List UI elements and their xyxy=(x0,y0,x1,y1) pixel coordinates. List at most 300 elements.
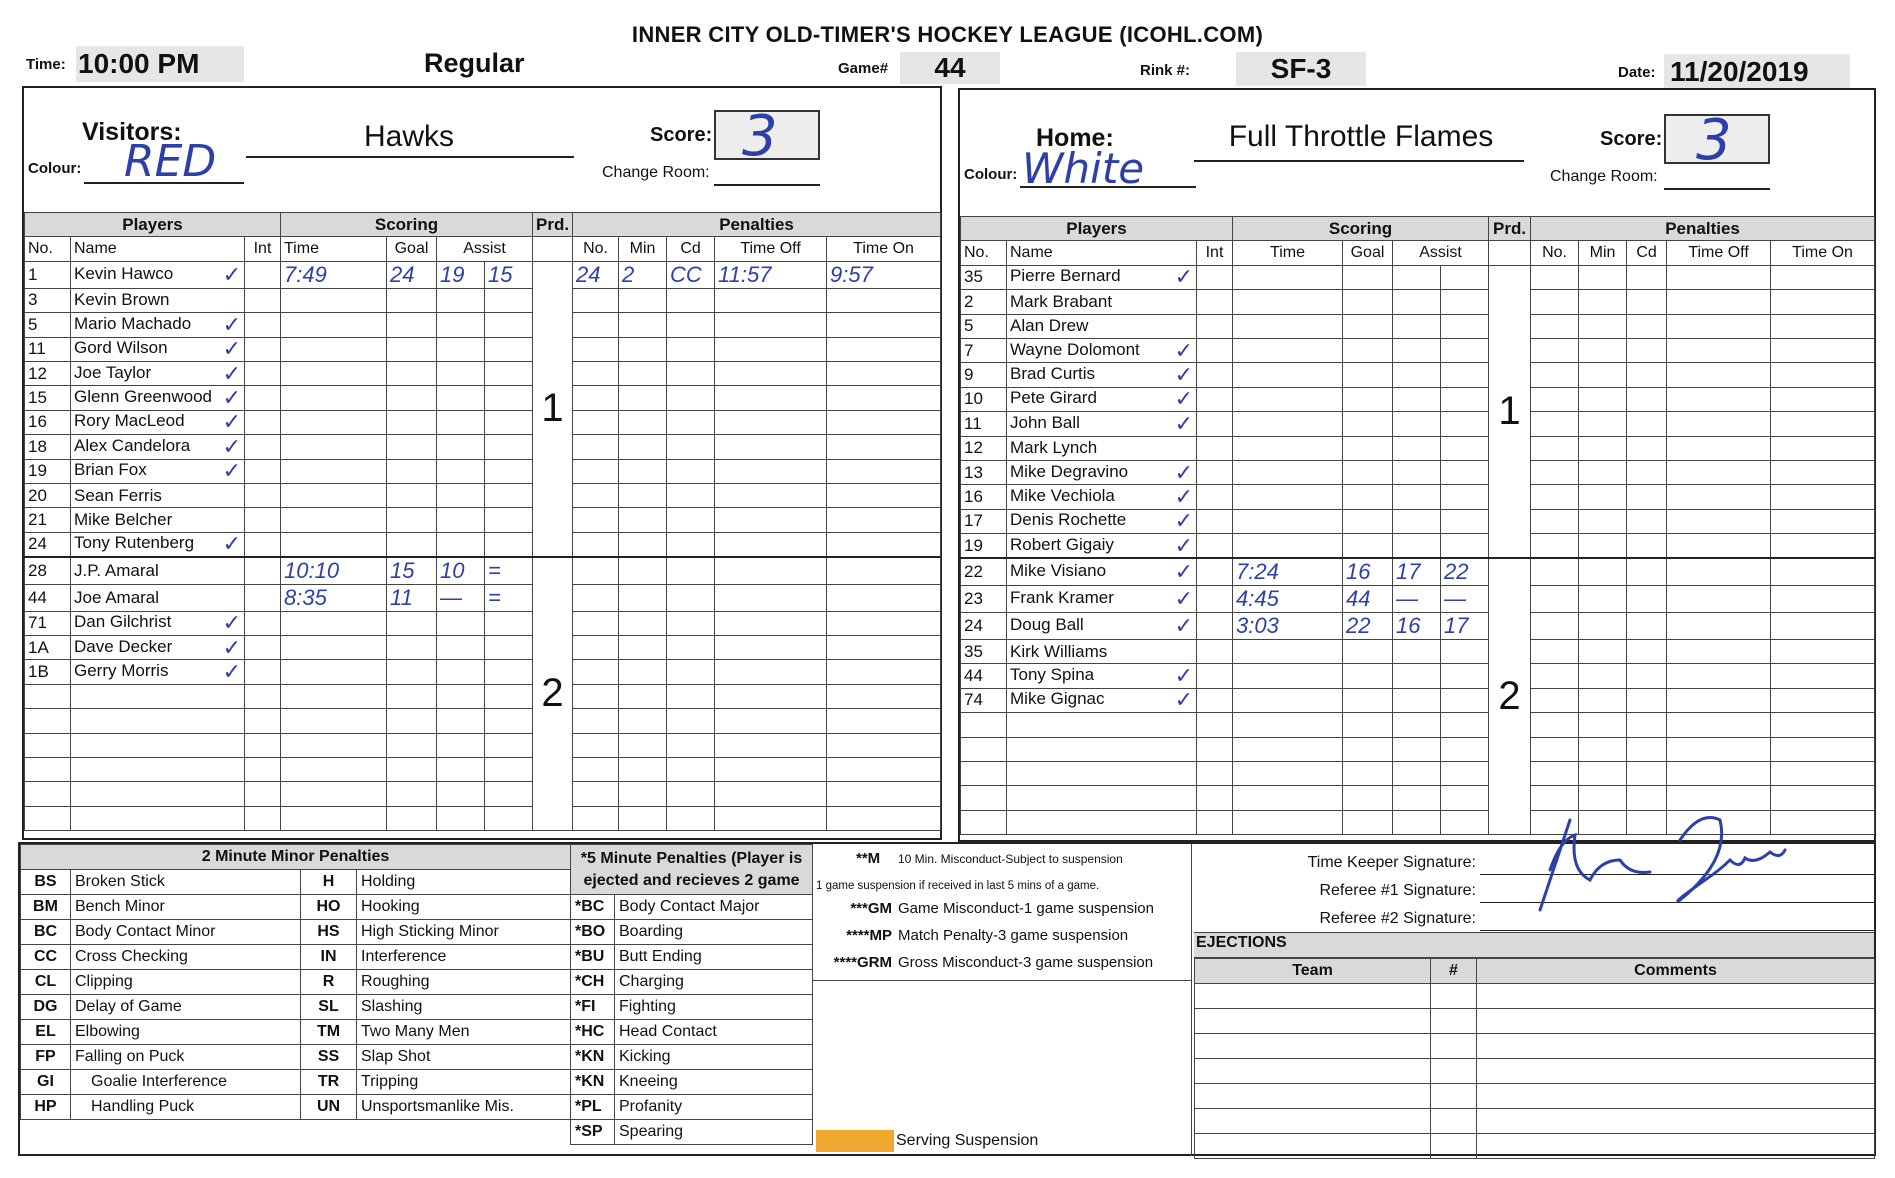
penalty-code xyxy=(1627,363,1667,387)
player-int xyxy=(245,733,281,757)
table-row xyxy=(961,314,1875,338)
player-number xyxy=(25,684,71,708)
scoring-goal xyxy=(1343,639,1393,663)
player-number: 5 xyxy=(25,313,71,337)
game-number: 44 xyxy=(900,52,1000,84)
col-time: Time xyxy=(1233,241,1343,265)
penalty-code: UN xyxy=(301,1095,357,1120)
penalty-time-off xyxy=(715,386,827,410)
scoring-time xyxy=(281,459,387,483)
scoring-time xyxy=(281,386,387,410)
scoring-assist-1 xyxy=(437,337,485,361)
table-row xyxy=(25,635,941,659)
penalty-number xyxy=(1531,585,1579,612)
scoring-time xyxy=(281,435,387,459)
player-name: Rory MacLeod ✓ xyxy=(71,410,245,434)
check-mark-icon: ✓ xyxy=(1174,688,1193,713)
scoring-time xyxy=(1233,713,1343,737)
player-int xyxy=(1197,509,1233,533)
date-label: Date: xyxy=(1618,64,1656,81)
penalty-time-on xyxy=(827,635,941,659)
scoring-goal xyxy=(1343,688,1393,712)
penalty-code xyxy=(667,611,715,635)
scoring-assist-2: 22 xyxy=(1441,558,1489,586)
scoring-time xyxy=(281,782,387,806)
penalty-time-off xyxy=(715,635,827,659)
player-int xyxy=(1197,290,1233,314)
player-int xyxy=(245,483,281,507)
table-row xyxy=(21,995,571,1020)
player-name: Frank Kramer ✓ xyxy=(1007,585,1197,612)
player-int xyxy=(245,508,281,532)
penalty-code: R xyxy=(301,970,357,995)
scoring-assist-2 xyxy=(485,459,533,483)
penalty-name: Broken Stick xyxy=(71,870,301,895)
scoring-assist-1 xyxy=(437,709,485,733)
penalty-code xyxy=(1627,713,1667,737)
scoring-assist-2 xyxy=(1441,436,1489,460)
col-pen-no: No. xyxy=(1531,241,1579,265)
ejections-table xyxy=(1194,958,1875,1159)
penalty-code: BC xyxy=(21,920,71,945)
penalty-number xyxy=(573,611,619,635)
ejection-team xyxy=(1195,1109,1431,1134)
penalty-time-off xyxy=(715,557,827,585)
ejection-team xyxy=(1195,1034,1431,1059)
scoring-goal xyxy=(387,435,437,459)
penalty-name: Body Contact Minor xyxy=(71,920,301,945)
penalty-time-on xyxy=(1771,412,1875,436)
table-row xyxy=(1195,1009,1875,1034)
player-int xyxy=(245,261,281,288)
penalty-code: FP xyxy=(21,1045,71,1070)
time-field xyxy=(26,56,66,74)
scoring-assist-1 xyxy=(1393,290,1441,314)
player-number: 11 xyxy=(25,337,71,361)
scoring-assist-1 xyxy=(437,660,485,684)
scoring-assist-2 xyxy=(485,386,533,410)
penalty-time-off xyxy=(715,508,827,532)
penalty-time-on xyxy=(1771,460,1875,484)
penalty-minutes xyxy=(1579,688,1627,712)
player-name xyxy=(71,733,245,757)
table-row xyxy=(1195,1134,1875,1159)
scoring-assist-1 xyxy=(1393,688,1441,712)
penalty-time-off xyxy=(1667,639,1771,663)
player-int xyxy=(245,410,281,434)
table-row xyxy=(25,532,941,556)
penalty-time-off xyxy=(1667,761,1771,785)
penalty-minutes xyxy=(1579,338,1627,362)
penalty-code xyxy=(667,483,715,507)
penalty-name: Butt Ending xyxy=(615,945,813,970)
scoring-assist-2 xyxy=(485,410,533,434)
player-name: Kevin Brown xyxy=(71,288,245,312)
penalty-code xyxy=(1627,664,1667,688)
player-number: 5 xyxy=(961,314,1007,338)
scoring-goal xyxy=(1343,460,1393,484)
scoring-assist-1 xyxy=(1393,786,1441,810)
player-number: 35 xyxy=(961,265,1007,289)
scoring-assist-1 xyxy=(437,410,485,434)
penalty-time-off xyxy=(1667,412,1771,436)
player-number: 9 xyxy=(961,363,1007,387)
ejection-comment xyxy=(1477,1059,1875,1084)
table-row xyxy=(961,509,1875,533)
scoring-assist-1 xyxy=(1393,412,1441,436)
player-number: 15 xyxy=(25,386,71,410)
scoring-assist-1 xyxy=(1393,387,1441,411)
scoring-goal xyxy=(1343,761,1393,785)
scoring-assist-2 xyxy=(1441,810,1489,834)
penalty-number xyxy=(1531,265,1579,289)
misconduct-name: Game Misconduct-1 game suspension xyxy=(898,900,1154,917)
penalty-number xyxy=(573,782,619,806)
scoring-goal xyxy=(1343,534,1393,558)
scoring-time: 3:03 xyxy=(1233,612,1343,639)
home-team-name: Full Throttle Flames xyxy=(1228,120,1494,153)
home-colour-label: Colour: xyxy=(964,166,1018,183)
penalty-minutes xyxy=(619,483,667,507)
penalty-minutes xyxy=(1579,412,1627,436)
check-mark-icon: ✓ xyxy=(1174,612,1193,638)
penalty-time-off xyxy=(715,313,827,337)
player-name xyxy=(1007,761,1197,785)
ejection-comment xyxy=(1477,1034,1875,1059)
penalty-number xyxy=(1531,639,1579,663)
penalty-minutes xyxy=(1579,314,1627,338)
scoring-goal: 15 xyxy=(387,557,437,585)
penalty-code xyxy=(667,757,715,781)
scoring-goal xyxy=(1343,737,1393,761)
penalty-time-on xyxy=(1771,558,1875,586)
scoring-goal xyxy=(387,709,437,733)
player-name: Pierre Bernard ✓ xyxy=(1007,265,1197,289)
penalty-code xyxy=(1627,290,1667,314)
scoring-time xyxy=(1233,338,1343,362)
player-number: 10 xyxy=(961,387,1007,411)
time-label: Time: xyxy=(26,56,66,73)
table-row xyxy=(25,757,941,781)
scoring-goal xyxy=(1343,485,1393,509)
scoring-assist-2 xyxy=(485,313,533,337)
serving-suspension-label: Serving Suspension xyxy=(896,1132,1039,1149)
penalty-code xyxy=(1627,460,1667,484)
scoring-assist-2 xyxy=(1441,338,1489,362)
col-no: No. xyxy=(961,241,1007,265)
penalty-code xyxy=(667,660,715,684)
player-number xyxy=(25,733,71,757)
player-name: Mike Degravino ✓ xyxy=(1007,460,1197,484)
penalty-time-off: 11:57 xyxy=(715,261,827,288)
check-mark-icon: ✓ xyxy=(222,385,241,411)
player-name: Alex Candelora ✓ xyxy=(71,435,245,459)
scoring-goal xyxy=(387,757,437,781)
table-row xyxy=(961,363,1875,387)
penalty-name: Cross Checking xyxy=(71,945,301,970)
table-row xyxy=(961,612,1875,639)
penalty-number xyxy=(1531,460,1579,484)
scoring-assist-2 xyxy=(1441,688,1489,712)
penalty-code xyxy=(1627,639,1667,663)
penalty-number xyxy=(573,684,619,708)
penalty-code: *SP xyxy=(571,1120,615,1145)
penalty-code: H xyxy=(301,870,357,895)
minor-penalties-table xyxy=(20,844,571,1120)
scoring-assist-1 xyxy=(437,483,485,507)
penalty-time-off xyxy=(715,459,827,483)
player-int xyxy=(245,288,281,312)
player-name: Mike Vechiola ✓ xyxy=(1007,485,1197,509)
scoring-assist-1 xyxy=(437,532,485,556)
player-int xyxy=(245,361,281,385)
player-int xyxy=(245,611,281,635)
penalty-minutes xyxy=(619,635,667,659)
table-row xyxy=(961,485,1875,509)
scoring-assist-2 xyxy=(485,709,533,733)
scoring-time xyxy=(281,410,387,434)
penalty-code: BS xyxy=(21,870,71,895)
player-int xyxy=(1197,558,1233,586)
penalty-code xyxy=(1627,558,1667,586)
player-number: 7 xyxy=(961,338,1007,362)
scoring-goal xyxy=(387,288,437,312)
player-int xyxy=(1197,460,1233,484)
home-roster-table xyxy=(960,216,1875,835)
player-int xyxy=(1197,534,1233,558)
scoring-time xyxy=(1233,485,1343,509)
scoring-time xyxy=(281,709,387,733)
col-prd-blank xyxy=(1489,241,1531,265)
scoring-header: Scoring xyxy=(1233,217,1489,241)
penalty-time-off xyxy=(715,483,827,507)
check-mark-icon: ✓ xyxy=(1174,265,1193,290)
penalty-name: Clipping xyxy=(71,970,301,995)
scoring-assist-2 xyxy=(1441,713,1489,737)
scoring-assist-1 xyxy=(437,635,485,659)
scoring-goal xyxy=(1343,290,1393,314)
scoring-assist-2 xyxy=(1441,460,1489,484)
misconduct-m-text2: 1 game suspension if received in last 5 mins of a game. xyxy=(816,880,1100,892)
scoring-assist-2 xyxy=(485,288,533,312)
player-name: Denis Rochette ✓ xyxy=(1007,509,1197,533)
player-number: 12 xyxy=(25,361,71,385)
table-row xyxy=(21,895,571,920)
penalty-time-on xyxy=(827,782,941,806)
ejections-title: EJECTIONS xyxy=(1196,934,1287,951)
player-number xyxy=(961,761,1007,785)
penalty-time-off xyxy=(1667,460,1771,484)
ejection-number xyxy=(1431,1084,1477,1109)
ejection-comment xyxy=(1477,984,1875,1009)
ejection-number xyxy=(1431,1034,1477,1059)
col-goal: Goal xyxy=(387,237,437,261)
scoring-goal xyxy=(387,660,437,684)
check-mark-icon: ✓ xyxy=(1174,558,1193,584)
penalty-name: Handling Puck xyxy=(71,1095,301,1120)
penalty-minutes xyxy=(619,733,667,757)
penalty-time-off xyxy=(1667,534,1771,558)
ejections-comments-header: Comments xyxy=(1477,959,1875,984)
player-number: 28 xyxy=(25,557,71,585)
penalty-time-off xyxy=(715,361,827,385)
misconduct-code: ****GRM xyxy=(833,954,892,971)
player-name: Wayne Dolomont ✓ xyxy=(1007,338,1197,362)
referee2-signature-label: Referee #2 Signature: xyxy=(1319,910,1476,927)
scoring-time xyxy=(1233,737,1343,761)
player-name xyxy=(71,709,245,733)
penalty-time-off xyxy=(1667,688,1771,712)
penalty-number xyxy=(573,435,619,459)
misconduct-code: ***GM xyxy=(850,900,892,917)
penalty-code xyxy=(667,532,715,556)
scoring-goal xyxy=(387,313,437,337)
col-goal: Goal xyxy=(1343,241,1393,265)
player-name xyxy=(1007,737,1197,761)
referee2-signature-line[interactable] xyxy=(1480,930,1874,931)
player-int xyxy=(1197,713,1233,737)
player-name: Gerry Morris ✓ xyxy=(71,660,245,684)
player-number: 35 xyxy=(961,639,1007,663)
table-row xyxy=(21,1045,571,1070)
penalty-time-on xyxy=(1771,688,1875,712)
player-int xyxy=(245,435,281,459)
scoring-time xyxy=(1233,761,1343,785)
prd-header: Prd. xyxy=(1489,217,1531,241)
penalty-time-off xyxy=(1667,314,1771,338)
scoring-time xyxy=(281,684,387,708)
scoring-assist-1 xyxy=(437,459,485,483)
penalty-time-on xyxy=(827,361,941,385)
penalty-number xyxy=(573,313,619,337)
scoring-assist-2 xyxy=(485,733,533,757)
penalty-time-off xyxy=(715,337,827,361)
table-row xyxy=(571,895,813,920)
penalty-time-on xyxy=(1771,664,1875,688)
player-name xyxy=(71,782,245,806)
player-int xyxy=(245,709,281,733)
player-name: Mike Visiano ✓ xyxy=(1007,558,1197,586)
player-name: Joe Amaral xyxy=(71,584,245,611)
check-mark-icon: ✓ xyxy=(222,635,241,660)
table-row xyxy=(571,1095,813,1120)
period-number: 2 xyxy=(1489,558,1531,835)
player-number: 3 xyxy=(25,288,71,312)
table-row xyxy=(961,460,1875,484)
player-name: Doug Ball ✓ xyxy=(1007,612,1197,639)
penalty-minutes xyxy=(1579,737,1627,761)
penalty-code xyxy=(1627,387,1667,411)
penalty-number xyxy=(573,806,619,830)
penalty-time-off xyxy=(715,410,827,434)
scoring-assist-2 xyxy=(1441,786,1489,810)
table-row xyxy=(25,386,941,410)
penalty-number xyxy=(573,757,619,781)
player-int xyxy=(245,782,281,806)
penalty-name: Profanity xyxy=(615,1095,813,1120)
penalty-time-off xyxy=(1667,612,1771,639)
scoring-time xyxy=(281,806,387,830)
penalty-code xyxy=(1627,761,1667,785)
penalty-name: Falling on Puck xyxy=(71,1045,301,1070)
scoring-assist-2 xyxy=(485,508,533,532)
penalty-code xyxy=(1627,338,1667,362)
check-mark-icon: ✓ xyxy=(222,337,241,362)
col-pen-no: No. xyxy=(573,237,619,261)
scoring-assist-1 xyxy=(437,435,485,459)
penalty-minutes xyxy=(1579,509,1627,533)
penalty-time-off xyxy=(1667,265,1771,289)
check-mark-icon: ✓ xyxy=(222,611,241,636)
player-int xyxy=(1197,761,1233,785)
check-mark-icon: ✓ xyxy=(1174,663,1193,689)
table-row xyxy=(25,313,941,337)
scoring-time xyxy=(281,483,387,507)
scoring-goal xyxy=(387,782,437,806)
misconduct-name: Gross Misconduct-3 game suspension xyxy=(898,954,1154,971)
penalty-code: DG xyxy=(21,995,71,1020)
table-row xyxy=(961,558,1875,586)
penalty-time-off xyxy=(715,782,827,806)
scoring-time xyxy=(1233,534,1343,558)
scoring-assist-1: 10 xyxy=(437,557,485,585)
penalty-time-on xyxy=(827,508,941,532)
scoring-goal xyxy=(387,532,437,556)
penalty-minutes xyxy=(1579,612,1627,639)
table-row xyxy=(961,688,1875,712)
penalty-code xyxy=(667,806,715,830)
scoring-time xyxy=(281,313,387,337)
penalty-time-off xyxy=(715,435,827,459)
check-mark-icon: ✓ xyxy=(1174,533,1193,558)
penalty-name: Head Contact xyxy=(615,1020,813,1045)
penalty-time-off xyxy=(715,806,827,830)
scoring-assist-2 xyxy=(485,782,533,806)
player-int xyxy=(1197,338,1233,362)
check-mark-icon: ✓ xyxy=(222,312,241,337)
col-cd: Cd xyxy=(667,237,715,261)
scoring-assist-2: 17 xyxy=(1441,612,1489,639)
player-name: Joe Taylor ✓ xyxy=(71,361,245,385)
penalty-minutes xyxy=(619,337,667,361)
penalty-number xyxy=(1531,612,1579,639)
table-row xyxy=(21,970,571,995)
penalty-code: *HC xyxy=(571,1020,615,1045)
penalty-time-off xyxy=(715,757,827,781)
table-row xyxy=(25,584,941,611)
ejection-comment xyxy=(1477,1009,1875,1034)
table-row xyxy=(25,508,941,532)
penalty-number xyxy=(1531,363,1579,387)
penalty-minutes xyxy=(1579,485,1627,509)
ejection-comment xyxy=(1477,1084,1875,1109)
player-number: 44 xyxy=(25,584,71,611)
penalty-time-off xyxy=(1667,338,1771,362)
player-number xyxy=(961,786,1007,810)
penalty-name: Slashing xyxy=(357,995,571,1020)
table-row xyxy=(571,995,813,1020)
scoring-time xyxy=(1233,509,1343,533)
table-row xyxy=(961,585,1875,612)
player-name: Mike Belcher xyxy=(71,508,245,532)
col-time: Time xyxy=(281,237,387,261)
penalty-code xyxy=(667,410,715,434)
penalty-time-on xyxy=(1771,737,1875,761)
scoring-time xyxy=(1233,664,1343,688)
penalty-code xyxy=(1627,534,1667,558)
scoring-goal xyxy=(387,684,437,708)
player-int xyxy=(245,660,281,684)
